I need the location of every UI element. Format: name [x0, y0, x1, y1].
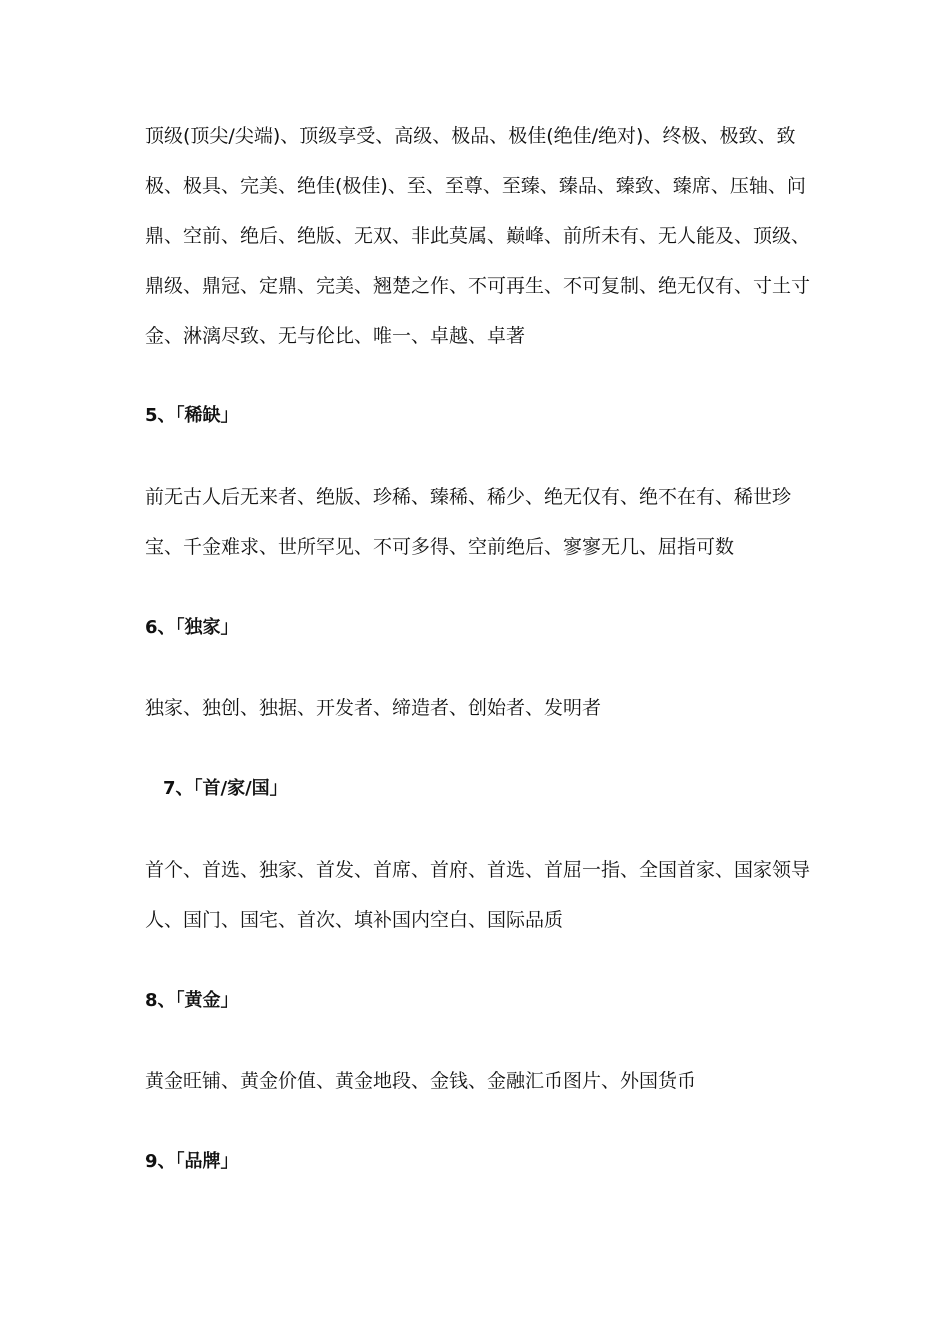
section-6-heading: 6、「独家」: [145, 617, 239, 638]
section-7-body: 首个、首选、独家、首发、首席、首府、首选、首屈一指、全国首家、国家领导人、国门、国宅、首次、填补国内空白、国际品质: [145, 859, 811, 931]
section-8-heading: 8、「黄金」: [145, 990, 239, 1011]
section-4-body: 顶级(顶尖/尖端)、顶级享受、高级、极品、极佳(绝佳/绝对)、终极、极致、致极、极具、完美、绝佳(极佳)、至、至尊、至臻、臻品、臻致、臻席、压轴、问鼎、空前、绝后、绝版、无双、非此莫属、巅峰、前所未有、无人能及、顶级、鼎级、鼎冠、定鼎、完美、翘楚之作、不可再生、不可复制、绝无仅有、寸土寸金、淋漓尽致、无与伦比、唯一、卓越、卓著: [145, 125, 811, 347]
section-8-body: 黄金旺铺、黄金价值、黄金地段、金钱、金融汇币图片、外国货币: [145, 1070, 697, 1092]
section-9-heading: 9、「品牌」: [145, 1151, 239, 1172]
section-7-heading: 7、「首/家/国」: [163, 778, 288, 799]
section-5-body: 前无古人后无来者、绝版、珍稀、臻稀、稀少、绝无仅有、绝不在有、稀世珍宝、千金难求、世所罕见、不可多得、空前绝后、寥寥无几、屈指可数: [145, 486, 792, 558]
section-6-body: 独家、独创、独据、开发者、缔造者、创始者、发明者: [145, 697, 602, 719]
section-5-heading: 5、「稀缺」: [145, 405, 239, 426]
